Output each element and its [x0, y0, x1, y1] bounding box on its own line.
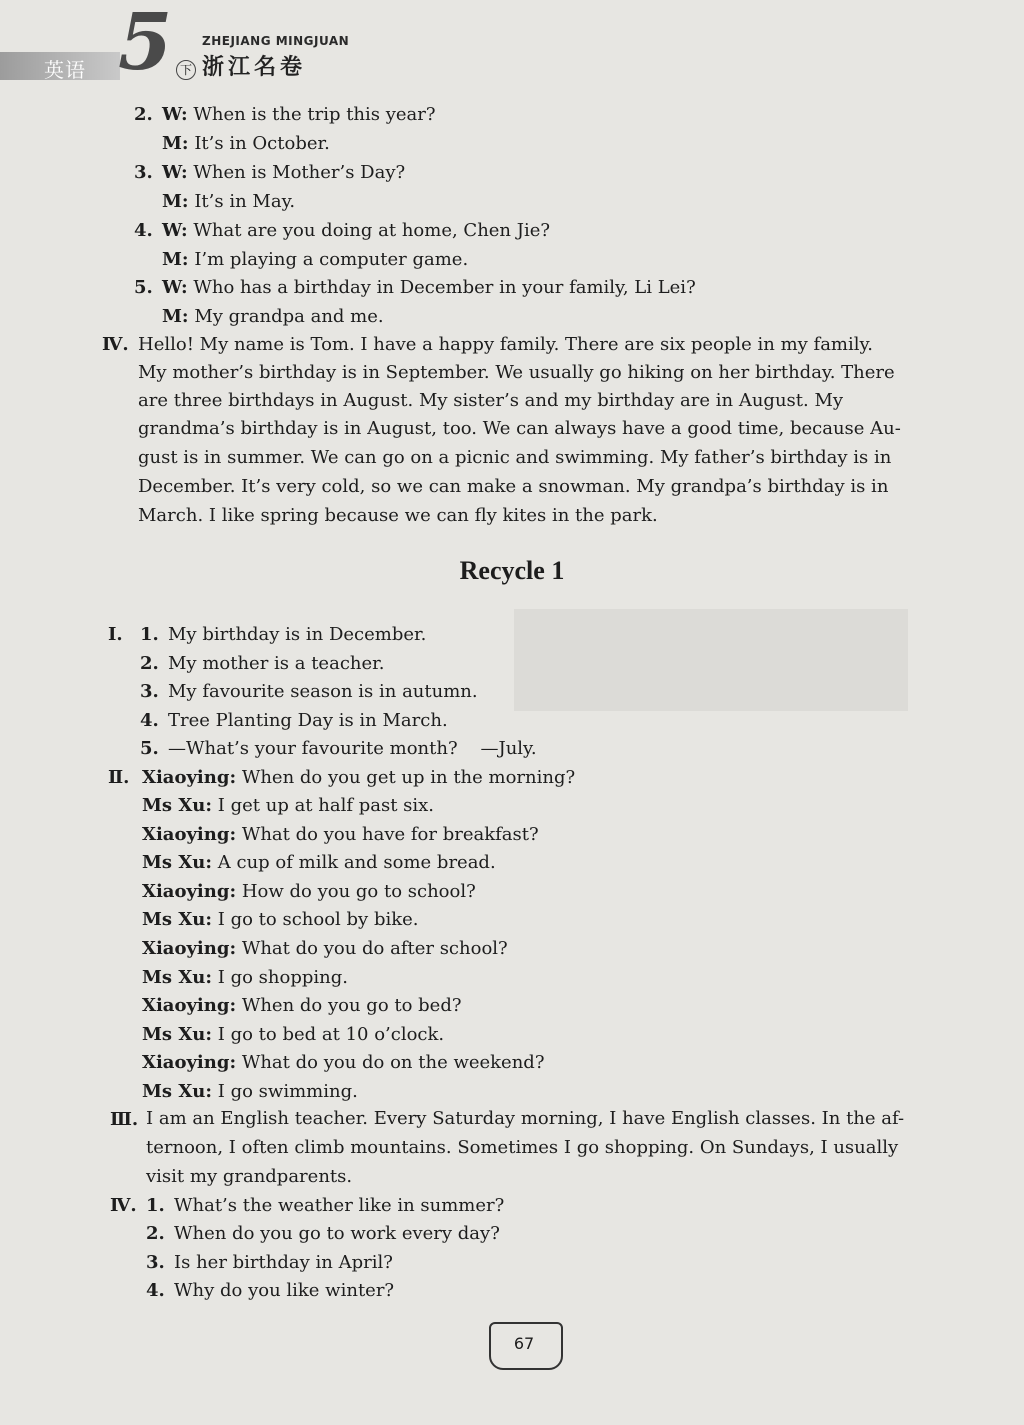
masked-area [514, 609, 908, 711]
dialogue-line: Xiaoying: How do you go to school? [142, 881, 476, 902]
dialogue-line: Xiaoying: What do you do after school? [142, 938, 508, 959]
list-item: 1. What’s the weather like in summer? [146, 1195, 505, 1216]
dialogue-line: Ms Xu: I get up at half past six. [142, 795, 435, 816]
header-volume: 下 [176, 60, 196, 80]
passage-line: I am an English teacher. Every Saturday morning, I have English classes. In the af- [146, 1108, 905, 1129]
dialogue-line: Ms Xu: I go to school by bike. [142, 909, 419, 930]
dialogue-3-w: 3. W: When is Mother’s Day? [134, 162, 406, 183]
passage-line: gust is in summer. We can go on a picnic and swimming. My father’s birthday is in [138, 447, 892, 468]
dialogue-line: Xiaoying: When do you get up in the morning? [142, 767, 576, 788]
header-series-cn: 浙江名卷 [202, 55, 307, 80]
passage-line: visit my grandparents. [146, 1166, 353, 1187]
passage-line: Hello! My name is Tom. I have a happy family. There are six people in my family. [138, 334, 874, 355]
dialogue-4-m: M: I’m playing a computer game. [162, 249, 469, 270]
dialogue-2-w: 2. W: When is the trip this year? [134, 104, 436, 125]
section-iv-top-label: Ⅳ. [102, 334, 129, 355]
section-iii-label: Ⅲ. [110, 1109, 139, 1130]
list-item: 2. My mother is a teacher. [140, 653, 385, 674]
dialogue-line: Xiaoying: What do you have for breakfast? [142, 824, 539, 845]
passage-line: grandma’s birthday is in August, too. We can always have a good time, because Au- [138, 418, 901, 439]
passage-line: ternoon, I often climb mountains. Sometimes I go shopping. On Sundays, I usually [146, 1137, 899, 1158]
passage-line: March. I like spring because we can fly kites in the park. [138, 505, 658, 526]
header-subject: 英语 [44, 58, 86, 82]
list-item: 2. When do you go to work every day? [146, 1223, 500, 1244]
list-item: 4. Why do you like winter? [146, 1280, 395, 1301]
dialogue-line: Ms Xu: A cup of milk and some bread. [142, 852, 496, 873]
dialogue-line: Ms Xu: I go swimming. [142, 1081, 358, 1102]
passage-line: are three birthdays in August. My sister’s and my birthday are in August. My [138, 390, 844, 411]
dialogue-line: Ms Xu: I go to bed at 10 o’clock. [142, 1024, 445, 1045]
dialogue-line: Xiaoying: When do you go to bed? [142, 995, 462, 1016]
list-item: 1. My birthday is in December. [140, 624, 427, 645]
passage-line: My mother’s birthday is in September. We usually go hiking on her birthday. There [138, 362, 895, 383]
section-iv-bottom-label: Ⅳ. [110, 1195, 137, 1216]
passage-line: December. It’s very cold, so we can make a snowman. My grandpa’s birthday is in [138, 476, 889, 497]
header-series-latin: ZHEJIANG MINGJUAN [202, 34, 350, 48]
section-i-label: Ⅰ. [108, 624, 123, 645]
dialogue-line: Xiaoying: What do you do on the weekend? [142, 1052, 545, 1073]
section-title: Recycle 1 [459, 556, 565, 585]
section-ii-label: Ⅱ. [108, 767, 130, 788]
list-item: 3. My favourite season is in autumn. [140, 681, 478, 702]
list-item: 5. —What’s your favourite month? —July. [140, 738, 537, 759]
dialogue-line: Ms Xu: I go shopping. [142, 967, 348, 988]
header-series-number: 5 [118, 0, 173, 88]
list-item: 3. Is her birthday in April? [146, 1252, 393, 1273]
page-number: 67 [513, 1334, 535, 1353]
dialogue-2-m: M: It’s in October. [162, 133, 330, 154]
dialogue-5-w: 5. W: Who has a birthday in December in your family, Li Lei? [134, 277, 696, 298]
dialogue-4-w: 4. W: What are you doing at home, Chen Jie? [134, 220, 551, 241]
dialogue-3-m: M: It’s in May. [162, 191, 296, 212]
dialogue-5-m: M: My grandpa and me. [162, 306, 384, 327]
list-item: 4. Tree Planting Day is in March. [140, 710, 448, 731]
